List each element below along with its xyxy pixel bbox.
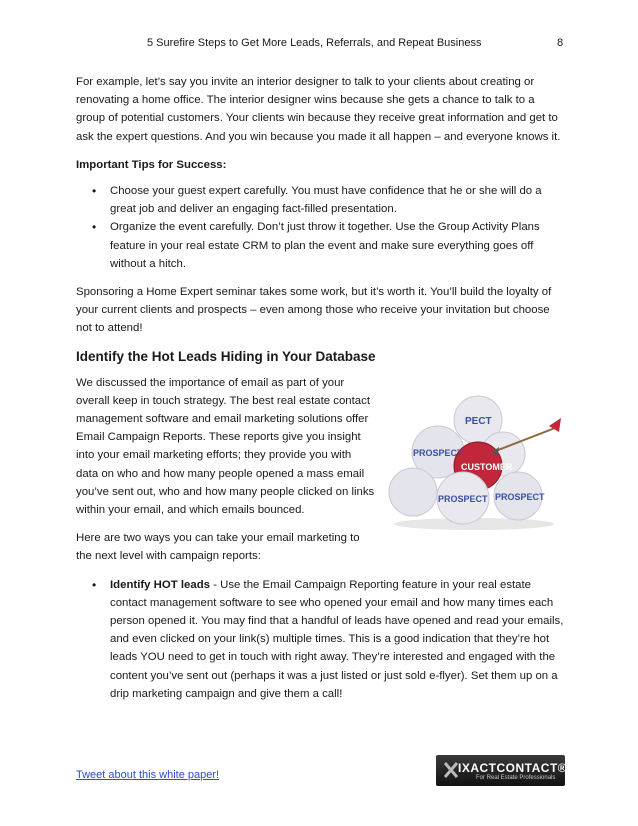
tip-text: Choose your guest expert carefully. You must have confidence that he or she will do a great job and deliver an engaging fact-filled presentation. xyxy=(110,185,542,216)
section-heading: Identify the Hot Leads Hiding in Your Database xyxy=(76,348,376,364)
ixactcontact-logo xyxy=(436,755,568,786)
page-number: 8 xyxy=(557,37,564,49)
list-item xyxy=(76,576,564,703)
bullet-icon: • xyxy=(92,220,97,235)
bullet-text: - Use the Email Campaign Reporting feature in your real estate contact management software to see who opened your email and how many times each person opened it. You may find that a handful of leads have opened and read your emails, and even clicked on your link(s) multiple times. This is a good indication that they’re hot leads YOU need to get in touch with right away. They’re interested and engaged with the content you’ve sent out (perhaps it was a just listed or just sold e-flyer). Set them up on a drip marketing campaign and give them a call! xyxy=(110,578,564,700)
hot-leads-list xyxy=(76,576,564,703)
ball-label: PROSPECT xyxy=(413,448,463,458)
ball-label: PROSPECT xyxy=(438,494,488,504)
logo-subtext: For Real Estate Professionals xyxy=(476,775,556,781)
paragraph-email: We discussed the importance of email as part of your overall keep in touch strategy. The best real estate contact management software and email marketing solutions offer Email Campaign Reports. These reports give you insight into your email marketing efforts; they provide you with data on who and how many people opened a mass email you’ve sent out, who and how many people clicked on links within your email, and which emails bounced. xyxy=(76,376,375,517)
prospect-balls-image xyxy=(383,392,565,532)
header-title: 5 Surefire Steps to Get More Leads, Referrals, and Repeat Business xyxy=(147,37,482,49)
tweet-link[interactable]: Tweet about this white paper! xyxy=(76,769,220,781)
ball-label: CUSTOMER xyxy=(461,462,513,472)
ball-label: PECT xyxy=(465,416,492,427)
bullet-icon: • xyxy=(92,577,97,592)
tips-list xyxy=(76,182,564,273)
paragraph-sponsoring: Sponsoring a Home Expert seminar takes some work, but it’s worth it. You’ll build the loyalty of your current clients and prospects – even among those who receive your invitation but choose not to attend! xyxy=(76,286,552,335)
logo-x-icon xyxy=(444,762,458,778)
page-header xyxy=(0,37,638,53)
list-item xyxy=(76,182,564,218)
list-item xyxy=(76,218,564,273)
tips-heading: Important Tips for Success: xyxy=(76,158,227,171)
ball-label: PROSPECT xyxy=(495,492,545,502)
paragraph-intro: For example, let’s say you invite an interior designer to talk to your clients about creating or renovating a home office. The interior designer wins because she gets a chance to talk to a group of potential customers. Your clients win because they receive great information and get to ask the expert questions. And you win because you made it all happen – and everyone knows it. xyxy=(76,76,561,143)
bullet-lead: Identify HOT leads xyxy=(110,578,211,591)
logo-text: IXACTCONTACT® xyxy=(458,761,568,775)
tip-text: Organize the event carefully. Don’t just throw it together. Use the Group Activity Plans feature in your real estate CRM to plan the event and make sure everything goes off without a hitch. xyxy=(110,221,540,270)
paragraph-ways: Here are two ways you can take your email marketing to the next level with campaign reports: xyxy=(76,532,360,563)
bullet-icon: • xyxy=(92,184,97,199)
